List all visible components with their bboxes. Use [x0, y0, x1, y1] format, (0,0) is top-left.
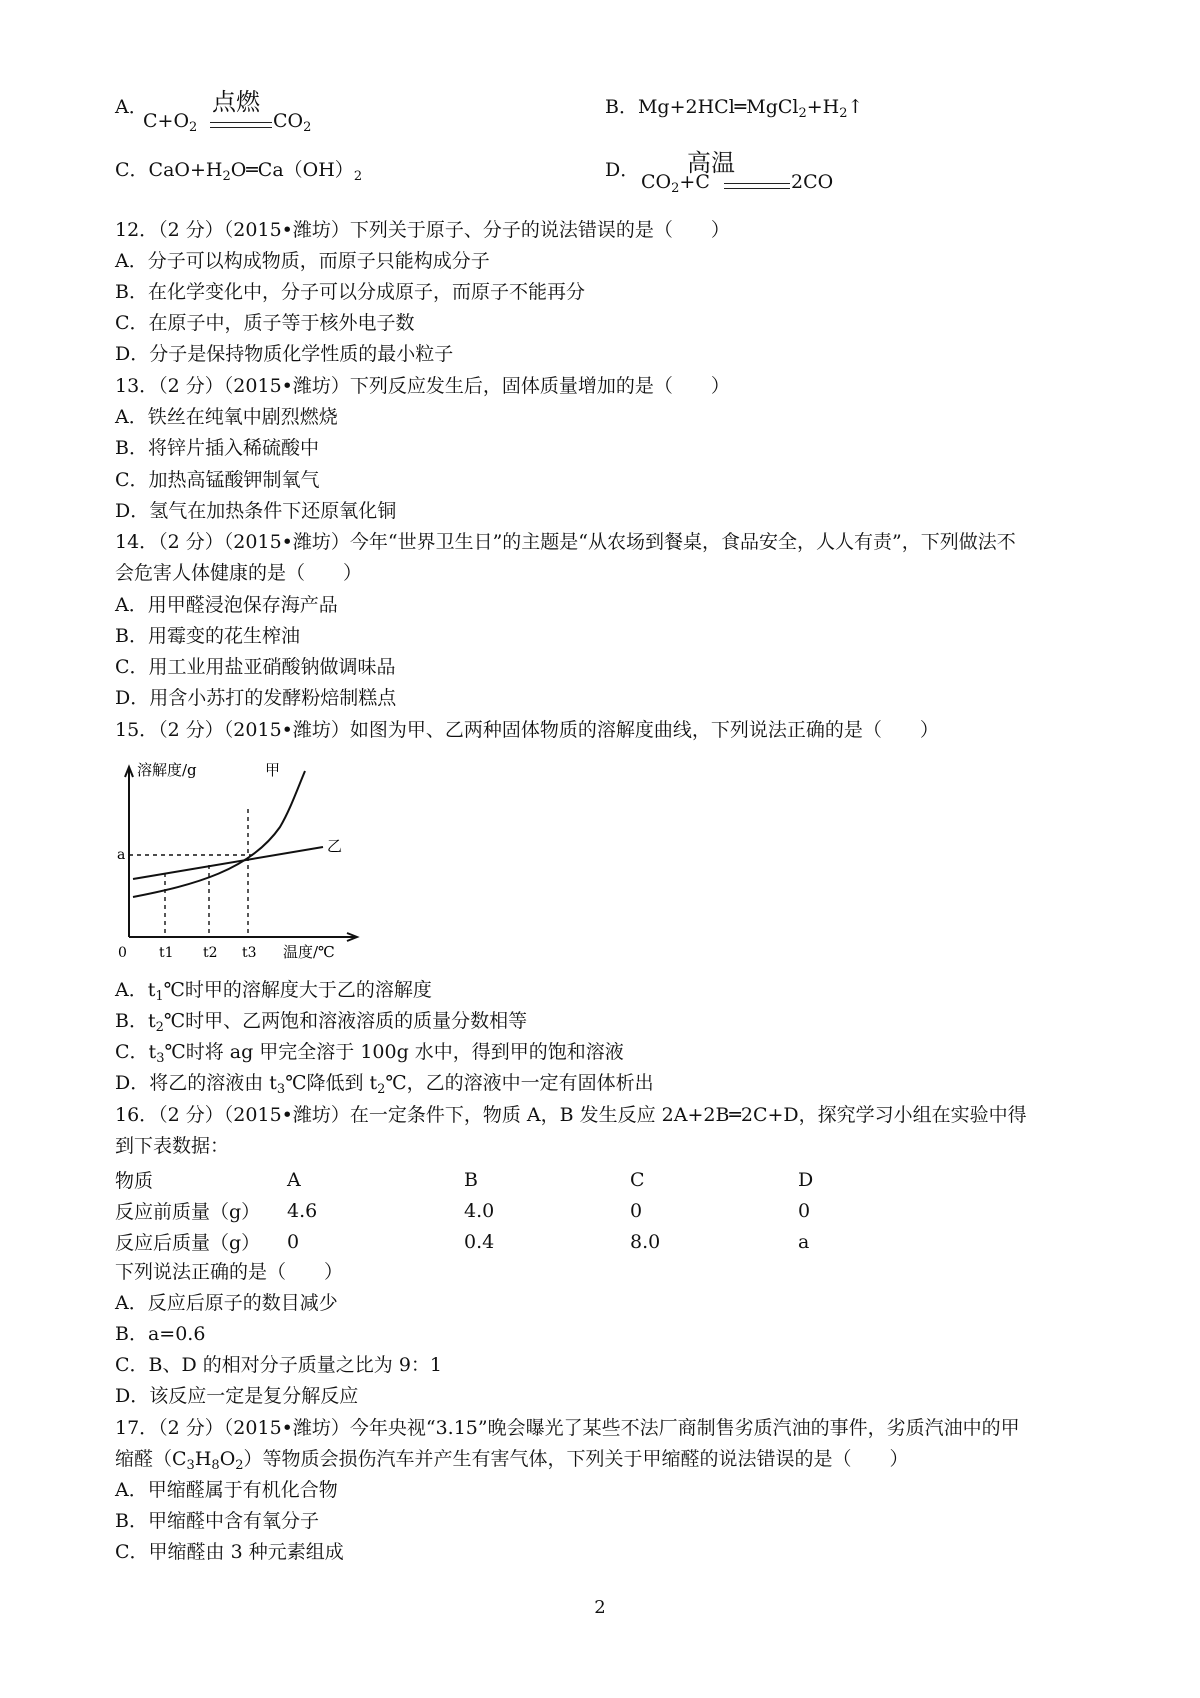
table-cell: B: [464, 1168, 478, 1191]
q14-option-a[interactable]: A．用甲醛浸泡保存海产品: [115, 594, 338, 616]
curve-jia-label: 甲: [265, 761, 281, 779]
option-text: D．将乙的溶液由 t: [115, 1072, 277, 1094]
subscript: 2: [353, 169, 363, 184]
equals-double-line: [724, 183, 790, 189]
q17-option-b[interactable]: B．甲缩醛中含有氧分子: [115, 1510, 319, 1532]
x-axis-label: 温度/℃: [283, 943, 335, 961]
table-cell: 0.4: [464, 1230, 495, 1253]
q12-option-b[interactable]: B．在化学变化中，分子可以分成原子，而原子不能再分: [115, 281, 585, 303]
equation-text: +H: [806, 96, 840, 118]
curve-jia: [133, 771, 305, 897]
q16-option-d[interactable]: D．该反应一定是复分解反应: [115, 1385, 359, 1407]
q12-option-d[interactable]: D．分子是保持物质化学性质的最小粒子: [115, 343, 454, 365]
q11-option-d[interactable]: [605, 149, 834, 196]
solubility-curve-figure: [115, 755, 385, 965]
a-label: a: [117, 847, 126, 863]
option-text: A．t: [115, 979, 156, 1001]
q13-stem: 13．（2 分）（2015•潍坊）下列反应发生后，固体质量增加的是（ ）: [115, 375, 730, 397]
q16-stem-line2: 到下表数据：: [115, 1135, 230, 1157]
table-cell: 0: [798, 1199, 811, 1222]
subscript: 2: [189, 120, 198, 135]
subscript: 2: [671, 181, 680, 196]
q12-option-a[interactable]: A．分子可以构成物质，而原子只能构成分子: [115, 250, 490, 272]
table-cell: A: [287, 1168, 301, 1191]
equation-text: Mg+2HCl: [637, 96, 735, 118]
table-cell: 反应后质量（g）: [115, 1232, 261, 1254]
subscript: 2: [839, 106, 848, 121]
table-cell: 4.6: [287, 1199, 318, 1222]
q11-option-c[interactable]: [115, 155, 362, 182]
option-text: ℃降低到 t: [285, 1072, 378, 1094]
condition-label: 点燃: [212, 88, 260, 116]
subscript: 2: [222, 169, 231, 184]
q14-stem-line1: 14．（2 分）（2015•潍坊）今年“世界卫生日”的主题是“从农场到餐桌，食品安全，人人有责”，下列做法不: [115, 531, 1016, 553]
tick-label-t2: t2: [203, 945, 218, 961]
table-row: [115, 1226, 898, 1257]
subscript: 2: [303, 120, 312, 135]
stem-text: H: [194, 1448, 212, 1470]
table-cell: 0: [287, 1230, 300, 1253]
mass-data-table: [115, 1164, 898, 1257]
table-cell: a: [798, 1230, 810, 1253]
tick-label-t3: t3: [242, 945, 257, 961]
table-cell: C: [630, 1168, 645, 1191]
subscript: 3: [186, 1458, 195, 1473]
page-number: 2: [594, 1597, 606, 1618]
option-text: B．t: [115, 1010, 156, 1032]
equation-right: 2CO: [791, 171, 834, 193]
option-label: D．: [605, 159, 640, 181]
equation-text: CO: [273, 110, 304, 132]
equation-text: O: [230, 159, 247, 181]
q16-option-a[interactable]: A．反应后原子的数目减少: [115, 1292, 338, 1314]
q16-stem-line1: 16．（2 分）（2015•潍坊）在一定条件下，物质 A，B 发生反应 2A+2B═2C+D，探究学习小组在实验中得: [115, 1104, 1027, 1126]
equation-text: C+O: [143, 110, 190, 132]
table-cell: 反应前质量（g）: [115, 1201, 261, 1223]
table-row: [115, 1164, 898, 1195]
subscript: 2: [235, 1458, 244, 1473]
q16-option-c[interactable]: C．B、D 的相对分子质量之比为 9：1: [115, 1354, 442, 1376]
q11-option-a[interactable]: [115, 88, 312, 135]
option-text: ℃时甲的溶解度大于乙的溶解度: [163, 979, 432, 1001]
table-cell: 物质: [115, 1170, 154, 1192]
subscript: 8: [211, 1458, 220, 1473]
condition-label: 高温: [687, 149, 735, 177]
q15-option-b[interactable]: [115, 1007, 527, 1035]
equation-text: +C: [679, 171, 710, 193]
origin-label: 0: [118, 945, 127, 961]
table-cell: 4.0: [464, 1199, 495, 1222]
tick-label-t1: t1: [159, 945, 174, 961]
equation-text: CO: [641, 171, 672, 193]
stem-text: 缩醛（C: [115, 1448, 187, 1470]
q16-stem-line3: 下列说法正确的是（ ）: [115, 1261, 344, 1283]
option-text: ℃时甲、乙两饱和溶液溶质的质量分数相等: [163, 1010, 528, 1032]
subscript: 2: [798, 106, 807, 121]
option-text: C．t: [115, 1041, 157, 1063]
q11-option-b[interactable]: [605, 92, 863, 119]
stem-text: O: [219, 1448, 236, 1470]
q15-option-d[interactable]: [115, 1069, 654, 1097]
option-label: C．: [115, 159, 149, 181]
gas-arrow-icon: ↑: [847, 96, 864, 118]
q15-option-c[interactable]: [115, 1038, 624, 1066]
q13-option-c[interactable]: C．加热高锰酸钾制氧气: [115, 469, 320, 491]
subscript: 3: [156, 1051, 165, 1066]
table-row: [115, 1195, 898, 1226]
stem-text: ）等物质会损伤汽车并产生有害气体，下列关于甲缩醛的说法错误的是（ ）: [243, 1448, 909, 1470]
table-cell: 0: [630, 1199, 643, 1222]
q16-option-b[interactable]: B．a=0.6: [115, 1323, 206, 1345]
q13-option-b[interactable]: B．将锌片插入稀硫酸中: [115, 437, 319, 459]
option-text: ℃时将 ag 甲完全溶于 100g 水中，得到甲的饱和溶液: [164, 1041, 624, 1063]
table-cell: 8.0: [630, 1230, 661, 1253]
equation-left: [641, 171, 710, 196]
q14-option-d[interactable]: D．用含小苏打的发酵粉焙制糕点: [115, 687, 397, 709]
q13-option-a[interactable]: A．铁丝在纯氧中剧烈燃烧: [115, 406, 338, 428]
q17-stem-line1: 17．（2 分）（2015•潍坊）今年央视“3.15”晚会曝光了某些不法厂商制售劣质汽油的事件，劣质汽油中的甲: [115, 1417, 1020, 1439]
equation-text: MgCl: [746, 96, 799, 118]
q17-stem-line2: [115, 1445, 909, 1473]
q15-option-a[interactable]: [115, 976, 432, 1004]
equals-sign: ═: [734, 96, 747, 118]
equation-left: [143, 110, 198, 135]
q17-option-c[interactable]: C．甲缩醛由 3 种元素组成: [115, 1541, 344, 1563]
subscript: 2: [377, 1082, 386, 1097]
curve-yi-label: 乙: [327, 837, 343, 855]
equals-sign: ═: [246, 159, 258, 181]
equals-double-line: [210, 122, 272, 128]
option-label: B．: [605, 96, 638, 118]
q12-stem: 12．（2 分）（2015•潍坊）下列关于原子、分子的说法错误的是（ ）: [115, 219, 730, 241]
equation-text: Ca（OH）: [257, 159, 354, 181]
equation-text: CaO+H: [148, 159, 223, 181]
q15-stem: 15．（2 分）（2015•潍坊）如图为甲、乙两种固体物质的溶解度曲线，下列说法正确的是（ ）: [115, 719, 939, 741]
y-axis-label: 溶解度/g: [137, 761, 197, 779]
q14-option-c[interactable]: C．用工业用盐亚硝酸钠做调味品: [115, 656, 396, 678]
subscript: 1: [155, 989, 164, 1004]
q17-option-a[interactable]: A．甲缩醛属于有机化合物: [115, 1479, 338, 1501]
subscript: 3: [276, 1082, 286, 1097]
q13-option-d[interactable]: D．氢气在加热条件下还原氧化铜: [115, 500, 397, 522]
subscript: 2: [155, 1020, 164, 1035]
option-label: A．: [115, 96, 148, 118]
table-cell: D: [798, 1168, 814, 1191]
option-text: ℃，乙的溶液中一定有固体析出: [385, 1072, 654, 1094]
equation-right: [273, 110, 312, 135]
curve-yi: [133, 847, 323, 879]
q14-stem-line2: 会危害人体健康的是（ ）: [115, 562, 363, 584]
q14-option-b[interactable]: B．用霉变的花生榨油: [115, 625, 300, 647]
q12-option-c[interactable]: C．在原子中，质子等于核外电子数: [115, 312, 415, 334]
